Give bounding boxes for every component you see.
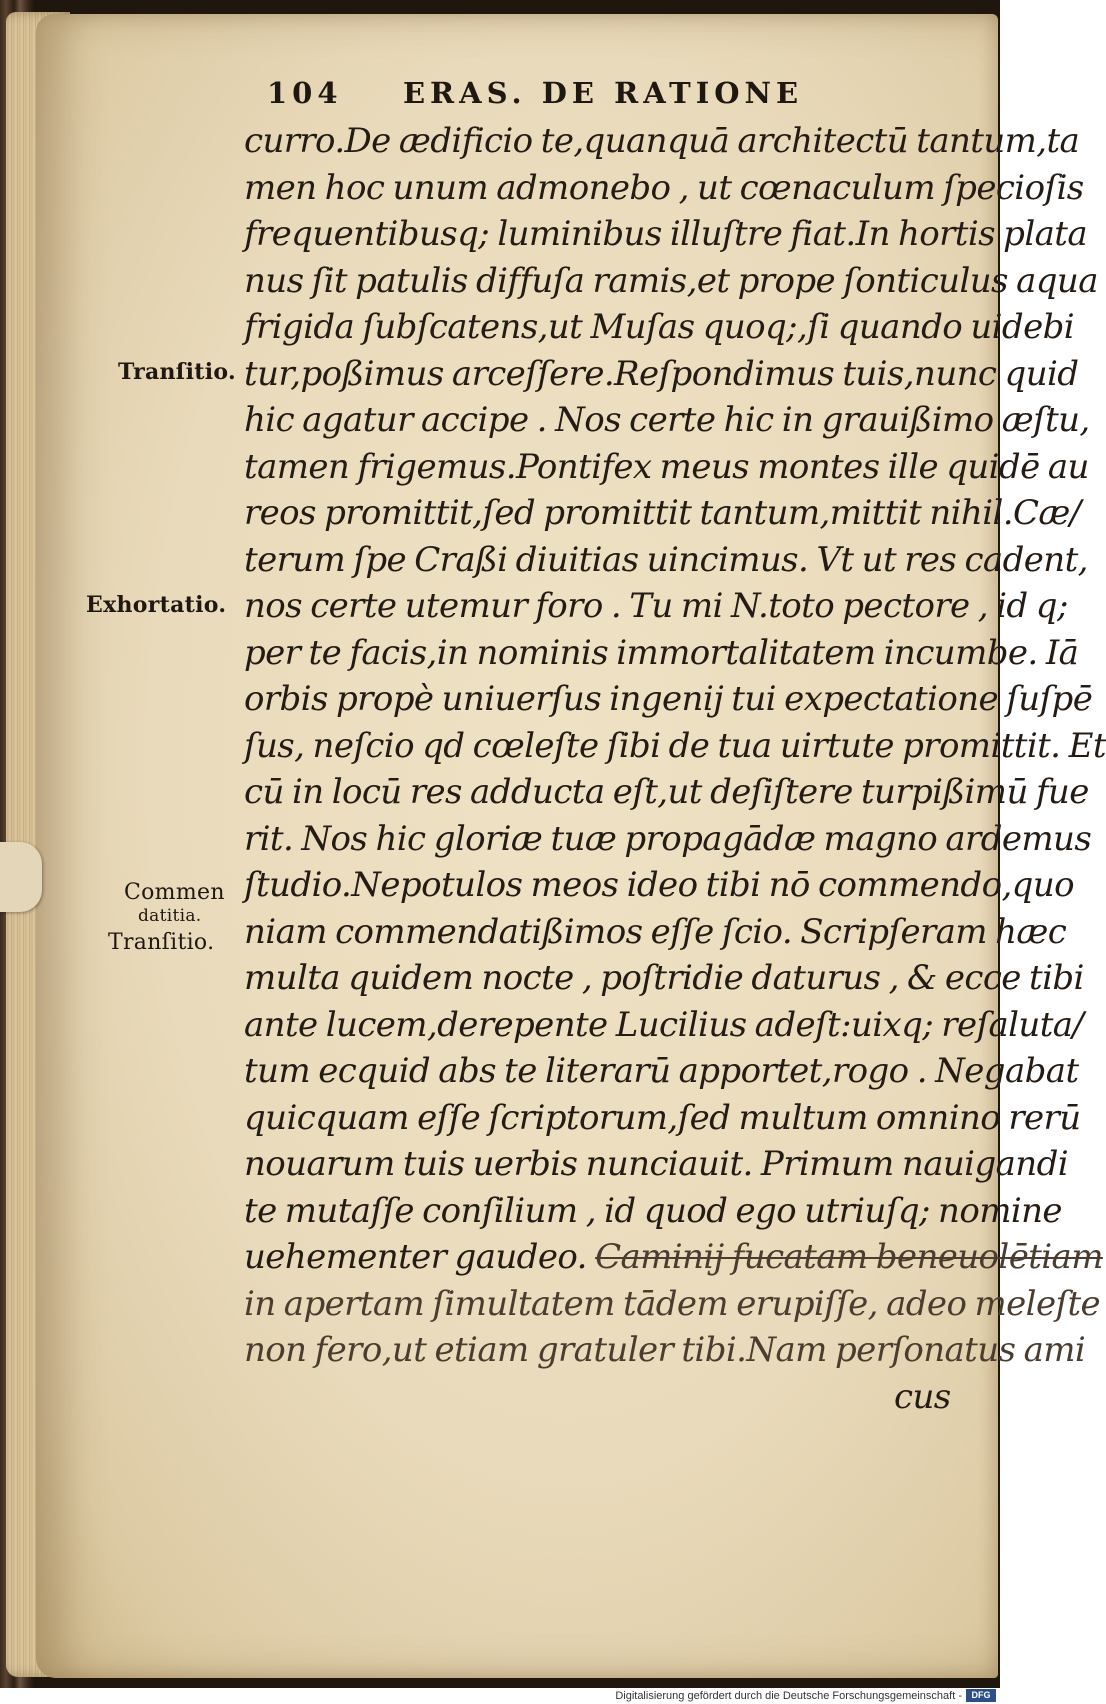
text-line: tamen frigemus.Pontifex meus montes ille quidē au (244, 446, 1089, 487)
text-line: multa quidem nocte , poſtridie daturus , & ecce tibi (244, 958, 1084, 998)
footer-credit: Digitalisierung gefördert durch die Deutsche Forschungsgemeinschaft - (615, 1690, 962, 1702)
catchword: cus (894, 1376, 951, 1417)
text-line: nos certe utemur foro . Tu mi N.toto pectore , id q; (244, 586, 1068, 626)
dfg-logo: DFG (966, 1689, 996, 1702)
text-line: frigida ſubſcatens,ut Muſas quoq;,ſi quando uidebi (244, 307, 1075, 347)
text-line (244, 1234, 1103, 1281)
text-line: nouarum tuis uerbis nunciauit. Primum nauigandi (244, 1144, 1069, 1184)
text-line: tum ecquid abs te literarū apportet,rogo . Negabat (244, 1051, 1079, 1091)
page-tab-marker (0, 842, 42, 912)
text-line: terum ſpe Craßi diuitias uincimus. Vt ut res cadent, (244, 539, 1088, 580)
text-line: non fero,ut etiam gratuler tibi.Nam perſonatus ami (244, 1330, 1086, 1370)
margin-note-commendatitia-2: datitia. (138, 906, 202, 926)
body-text (244, 118, 1106, 1420)
struck-through-text: Caminij fucatam beneuolētiam (595, 1237, 1103, 1277)
text-line: reos promittit,ſed promittit tantum,mittit nihil.Cæ/ (244, 493, 1081, 533)
text-line: tur,poßimus arceſſere.Reſpondimus tuis,nunc quid (244, 353, 1079, 394)
text-line: frequentibusq; luminibus illuſtre fiat.In hortis plata (244, 214, 1088, 254)
text-line: hic agatur accipe . Nos certe hic in grauißimo æſtu, (244, 400, 1090, 440)
text-line: per te facis,in nominis immortalitatem incumbe. Iā (244, 632, 1079, 673)
margin-note-commendatitia-1: Commen (124, 880, 225, 905)
text-line: cū in locū res adducta eſt,ut deſiſtere turpißimū fue (244, 772, 1089, 812)
text-line: ſus, neſcio qd cœleſte ſibi de tua uirtute promittit. Et (244, 725, 1106, 766)
text-line: ſtudio.Nepotulos meos ideo tibi nō commendo,quo (244, 865, 1074, 905)
margin-note-transitio: Tranſitio. (118, 359, 236, 385)
text-line: in apertam ſimultatem tādem erupiſſe, adeo meleſte (244, 1283, 1101, 1324)
margin-note-transitio-2: Tranſitio. (108, 930, 215, 955)
page-number: 104 (267, 76, 343, 110)
margin-note-exhortatio: Exhortatio. (86, 592, 227, 618)
text-line: ante lucem,derepente Lucilius adeſt:uixq; reſaluta/ (244, 1004, 1084, 1045)
text-line-start: uehementer gaudeo. (244, 1237, 587, 1277)
text-line: nus ſit patulis diffuſa ramis,et prope ſonticulus aqua (244, 260, 1098, 301)
text-line: te mutaſſe conſilium , id quod ego utriuſq; nomine (244, 1190, 1062, 1231)
text-line: orbis propè uniuerſus ingenij tui expectatione ſuſpē (244, 679, 1093, 719)
running-header (267, 76, 827, 112)
text-line: niam commendatißimos eſſe ſcio. Scripſeram hæc (244, 911, 1067, 952)
text-line: quicquam eſſe ſcriptorum,ſed multum omnino rerū (244, 1097, 1081, 1138)
running-title: ERAS. DE RATIONE (402, 76, 804, 110)
text-line: curro.De ædificio te,quanquā architectū tantum,ta (244, 121, 1080, 161)
text-line: rit. Nos hic gloriæ tuæ propagādæ magno ardemus (244, 818, 1092, 859)
text-line: men hoc unum admonebo , ut cœnaculum ſpecioſis (244, 167, 1084, 208)
